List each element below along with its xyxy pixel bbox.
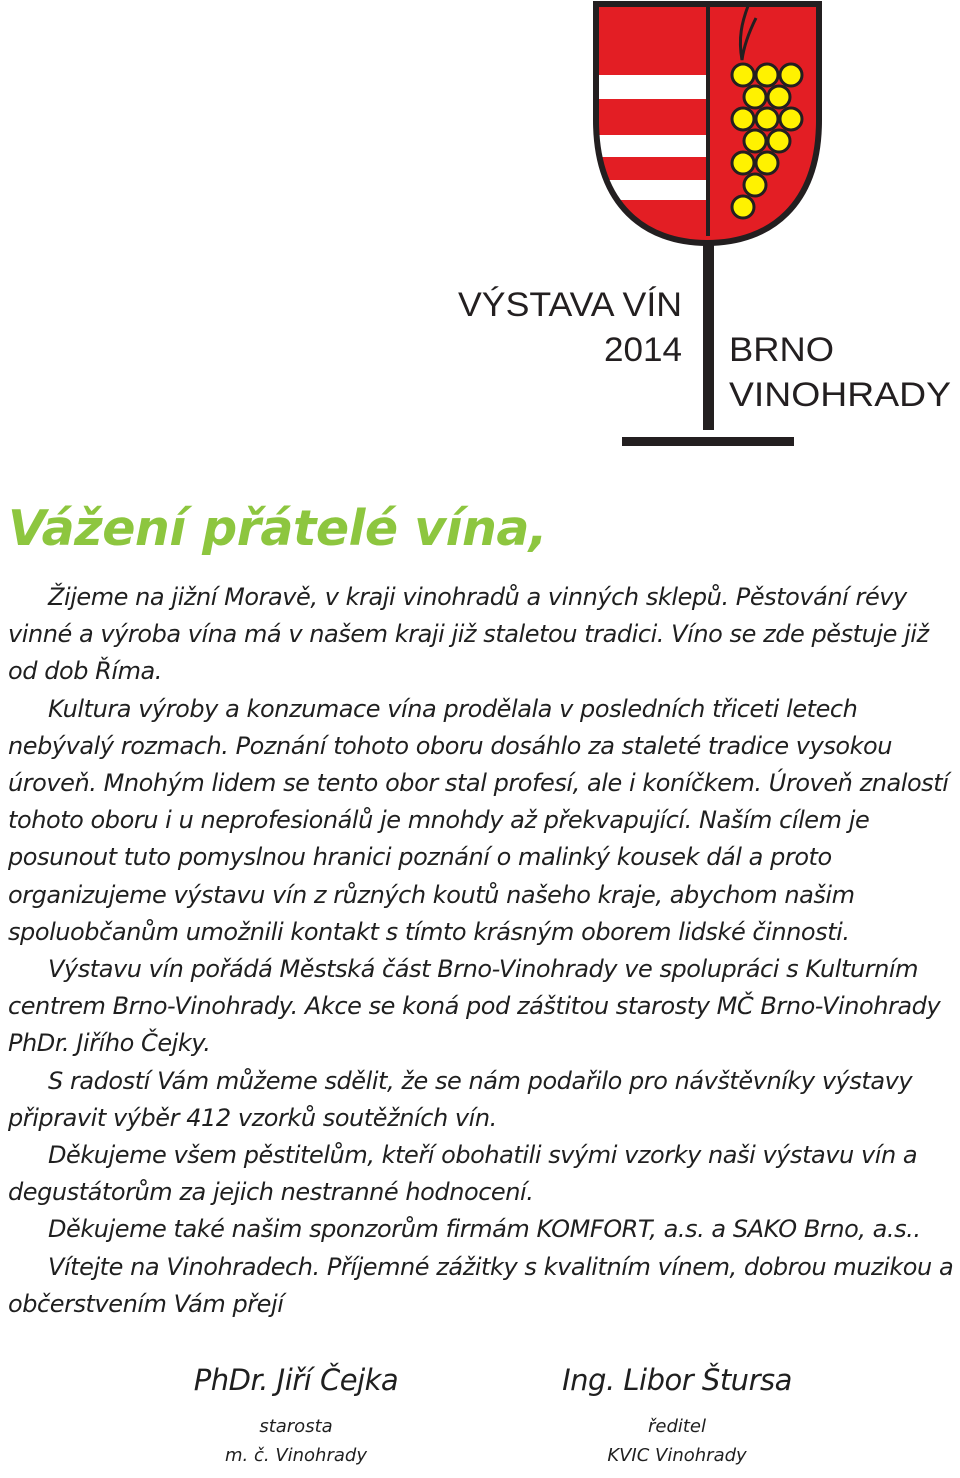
signature-role: starosta xyxy=(259,1416,333,1437)
paragraph: Kultura výroby a konzumace vína prodělala v posledních třiceti letech nebývalý rozmach. Poznání tohoto oboru dosáhlo za staleté tradice vysokou úroveň. Mnohým lidem se tento obor stal profesí, ale i koníčkem. Úroveň znalostí tohoto oboru i u neprofesionálů je mnohdy až překvapující. Naším cílem je posunout tuto pomyslnou hranici poznání o malinký kousek dál a proto organizujeme výstavu vín z různých koutů našeho kraje, abychom našim spoluobčanům umožnili kontakt s tímto krásným oborem lidské činnosti. xyxy=(8,694,949,946)
paragraph: Žijeme na jižní Moravě, v kraji vinohradů a vinných sklepů. Pěstování révy vinné a výroba vína má v našem kraji již staletou tradici. Víno se zde pěstuje již od dob Říma. xyxy=(8,583,929,686)
wine-glass-logo xyxy=(0,0,960,470)
logo-city: BRNO xyxy=(729,331,834,369)
paragraph: Děkujeme také našim sponzorům firmám KOMFORT, a.s. a SAKO Brno, a.s.. xyxy=(48,1215,921,1244)
greeting-heading: Vážení přátelé vína, xyxy=(8,500,548,557)
glass-base xyxy=(622,437,794,446)
letter-body xyxy=(8,579,958,1323)
logo-year: 2014 xyxy=(604,331,682,369)
signature-org: m. č. Vinohrady xyxy=(225,1445,367,1466)
signature-org: KVIC Vinohrady xyxy=(607,1445,747,1466)
signature-director xyxy=(537,1360,817,1470)
red-stripe xyxy=(590,0,708,75)
paragraph: Výstavu vín pořádá Městská část Brno-Vinohrady ve spolupráci s Kulturním centrem Brno-Vinohrady. Akce se koná pod záštitou starosty MČ Brno-Vinohrady PhDr. Jiřího Čejky. xyxy=(8,955,941,1058)
logo-title: VÝSTAVA VÍN xyxy=(458,286,682,324)
logo-district: VINOHRADY xyxy=(729,376,951,414)
signature-name: Ing. Libor Štursa xyxy=(562,1363,792,1397)
glass-stem xyxy=(703,243,714,430)
signature-mayor xyxy=(156,1360,436,1470)
signature-role: ředitel xyxy=(647,1416,707,1437)
paragraph: Vítejte na Vinohradech. Příjemné zážitky s kvalitním vínem, dobrou muzikou a občerstvením Vám přejí xyxy=(8,1252,954,1318)
paragraph: S radostí Vám můžeme sdělit, že se nám podařilo pro návštěvníky výstavy připravit výběr 412 vzorků soutěžních vín. xyxy=(8,1066,913,1132)
red-stripe xyxy=(590,99,708,135)
signature-name: PhDr. Jiří Čejka xyxy=(193,1363,399,1397)
paragraph: Děkujeme všem pěstitelům, kteří obohatili svými vzorky naši výstavu vín a degustátorům za jejich nestranné hodnocení. xyxy=(8,1141,918,1207)
